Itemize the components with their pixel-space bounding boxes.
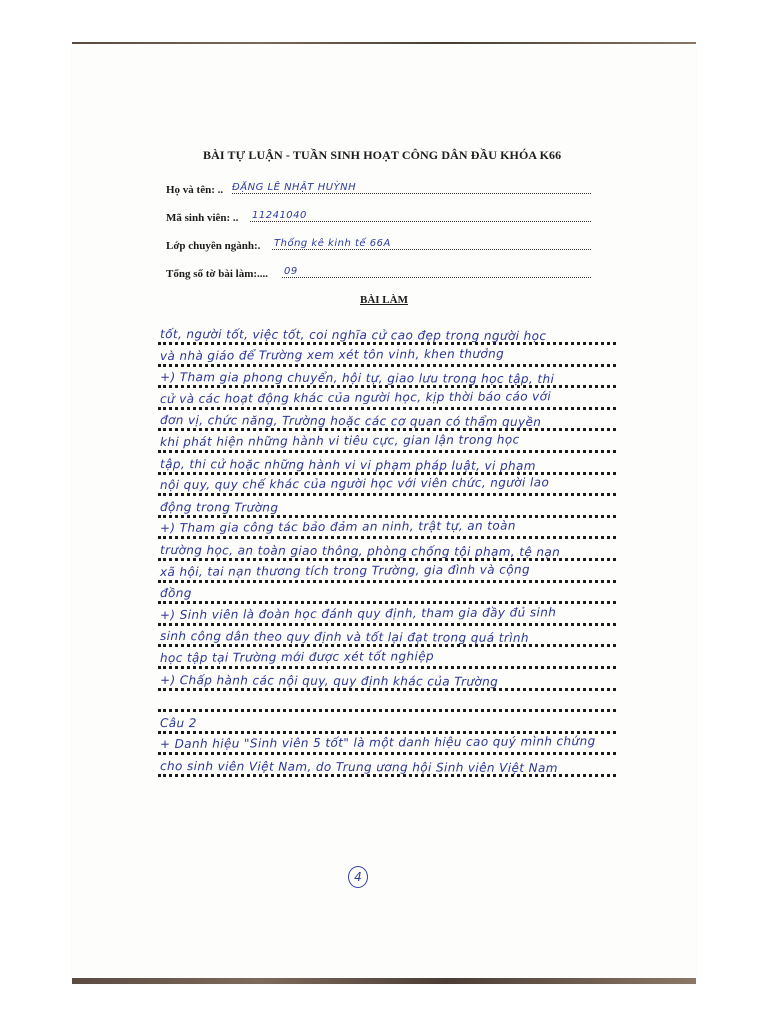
paper-bottom-edge [72,978,696,984]
handwritten-line: +) Tham gia phong chuyển, hội tự, giao lưu trong học tập, thi [160,370,555,387]
field-major-class [166,234,591,252]
handwritten-line: động trong Trường [160,499,279,515]
field-label: Họ và tên: .. [166,184,224,196]
ruled-line [158,580,616,583]
ruled-line [158,428,616,431]
section-heading: BÀI LÀM [360,294,408,306]
ruled-line [158,644,616,647]
ruled-line [158,407,616,410]
ruled-line [158,342,616,345]
ruled-line [158,536,616,539]
handwritten-line: đơn vị, chức năng, Trường hoặc các cơ quan có thẩm quyền [160,413,542,430]
handwritten-line: cử và các hoạt động khác của người học, kịp thời báo cáo với [159,389,552,406]
ruled-line [158,666,616,669]
handwritten-line: nội quy, quy chế khác của người học với viên chức, người lao [159,475,550,493]
field-label: Tổng số tờ bài làm:.... [166,268,269,280]
handwritten-line: trường học, an toàn giao thông, phòng chống tội phạm, tệ nạn [160,543,561,560]
ruled-line [158,623,616,626]
field-full-name [166,178,591,196]
ruled-line [158,752,616,755]
handwritten-value: 11241040 [252,210,307,221]
handwritten-value: ĐẶNG LÊ NHẬT HUỲNH [232,182,357,193]
field-total-sheets [166,262,591,280]
handwritten-line: đồng [160,586,192,601]
document-title: BÀI TỰ LUẬN - TUẦN SINH HOẠT CÔNG DÂN ĐẦU KHÓA K66 [203,148,562,162]
ruled-line [158,493,616,496]
handwritten-line: Câu 2 [160,715,197,730]
handwritten-value: Thống kê kinh tế 66A [274,238,391,249]
ruled-line [158,515,616,518]
handwritten-line: + Danh hiệu "Sinh viên 5 tốt" là một danh hiệu cao quý mình chứng [159,734,596,752]
ruled-line [158,601,616,604]
handwritten-line: tốt, người tốt, việc tốt, coi nghĩa cử cao đẹp trong người học [160,327,547,344]
handwritten-line: tập, thi cử hoặc những hành vi vi phạm pháp luật, vi phạm [160,456,536,473]
field-label: Mã sinh viên: .. [166,212,239,224]
handwritten-line: khi phát hiện những hành vi tiêu cực, gian lận trong học [159,432,520,449]
ruled-line [158,709,616,712]
dotted-line [250,221,591,222]
handwritten-line: +) Sinh viên là đoàn học đánh quy định, tham gia đầy đủ sinh [159,605,557,622]
handwritten-line: sinh công dân theo quy định và tốt lại đạt trong quá trình [160,629,529,646]
handwritten-line: +) Tham gia công tác bảo đảm an ninh, trật tự, an toàn [159,518,516,536]
ruled-line [158,364,616,367]
handwritten-value: 09 [284,266,298,277]
ruled-line [158,450,616,453]
page-number: 4 [348,866,368,888]
handwritten-line: +) Chấp hành các nội quy, quy định khác của Trường [160,672,499,689]
field-label: Lớp chuyên ngành:. [166,240,261,252]
handwritten-line: học tập tại Trường mới được xét tốt nghiệp [159,649,435,665]
dotted-line [232,193,591,194]
dotted-line [282,277,591,278]
handwritten-line: cho sinh viên Việt Nam, do Trung ương hội Sinh viên Việt Nam [160,759,558,776]
field-student-id [166,206,591,224]
dotted-line [272,249,591,250]
handwritten-line: xã hội, tai nạn thương tích trong Trường, gia đình và cộng [159,562,530,579]
handwritten-line: và nhà giáo để Trường xem xét tôn vinh, khen thưởng [159,346,505,363]
